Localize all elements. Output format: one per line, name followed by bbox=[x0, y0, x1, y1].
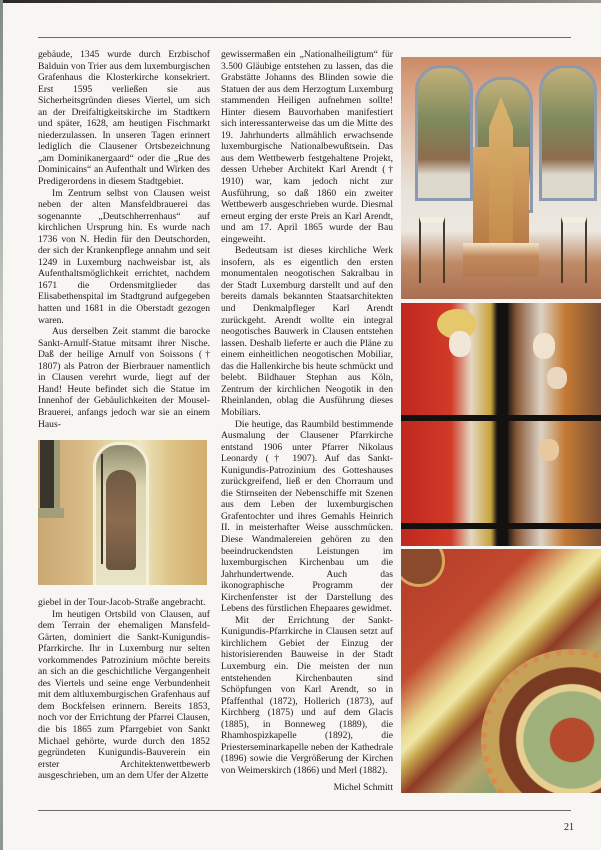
altar-spire bbox=[489, 97, 513, 247]
paragraph: gebäude, 1345 wurde durch Erzbischof Balduin von Trier aus dem luxemburgischen Grafenhaus die Klosterkirche konsekriert. Erst 1595 verließen sie aus Sicherheitsgründen dieses Viertel, um sich an der Dreifaltigkeitskirche im Stadtkern und später, 1628, am heutigen Fischmarkt niederzulassen. In unseren Tagen erinnert lediglich die Clausener Ortsbezeichnung „am Dominikanergaard“ oder die „Rue des Dominicains“ an Aufenthalt und Wirken des Predigerordens in diesem Stadtgebiet. bbox=[38, 49, 210, 188]
paragraph: Die heutige, das Raumbild bestimmende Ausmalung der Clausener Pfarrkirche entstand 1906 unter Pfarrer Nikolaus Leonardy († 1907). Auf das Sankt-Kunigundis-Patrozinium des Gotteshauses zurückgreifend, ließ er den Chorraum und die Stirnseiten der Nebenschiffe mit Szenen aus dem Leben der luxemburgischen Grafentochter und ihres Gemahls Heinrich II. in meisterhafter Weise ausschmücken. Diese Wandmalereien gehören zu den beeindruckendsten Leistungen im luxemburgischen Kirchenbau um die Jahrhundertwende. Auch das ikonographische Programm der Kirchenfenster ist der Darstellung des Lebens des fürstlichen Ehepaares gewidmet. bbox=[221, 418, 393, 615]
scan-top-edge bbox=[0, 0, 601, 3]
candelabrum bbox=[561, 217, 587, 283]
scan-left-edge bbox=[0, 0, 3, 850]
ledge-shape bbox=[38, 508, 64, 518]
window-shape bbox=[40, 440, 60, 518]
figure-face bbox=[533, 333, 555, 359]
child-face bbox=[539, 439, 559, 461]
paragraph: gewissermaßen ein „Nationalheiligtum“ für 3.500 Gläubige entstehen zu lassen, das die Grabstätte Johanns des Blinden sowie die Statuen der aus dem Herzogtum Luxemburg stammenden Heiligen aufnehmen sollte! Hinter diesem Bauvorhaben manifestiert sich interessanterweise das um die Mitte des 19. Jahrhunderts allmählich erwachsende luxemburgische Nationalbewußtsein. Das aus dem Wettbewerb festgehaltene Projekt, dessen Urheber Architekt Karl Arendt († 1910) war, kam jedoch nicht zur Ausführung, so daß 1860 ein zweiter Wettbewerb ausgeschrieben wurde. Diesmal erneut erging der erste Preis an Karl Arendt, und am 17. April 1865 wurde der Bau eingeweiht. bbox=[221, 49, 393, 245]
arnulf-statue-photo bbox=[38, 440, 207, 585]
header-rule bbox=[38, 37, 571, 38]
column-1-top bbox=[38, 49, 210, 430]
altar-table bbox=[463, 243, 539, 277]
paragraph: Im heutigen Ortsbild von Clausen, auf dem Terrain der ehemaligen Mansfeld-Gärten, dominiert die Sankt-Kunigundis-Pfarrkirche. Ihr in Luxemburg nur selten vorkommendes Patrozinium möchte bereits an sich an die geschichtliche Vergangenheit des Viertels und seine enge Verbundenheit mit dem altluxemburgischen Grafenhaus auf dem Bockfelsen erinnern. Bereits 1853, noch vor der Errichtung der Pfarrei Clausen, die bis 1865 zum Pfarrgebiet von Sankt Michael gehörte, wurde durch den 1852 gegründeten Kunigundis-Bauverein ein erster Architektenwettbewerb ausgeschrieben, um an dem Ufer der Alzette bbox=[38, 608, 210, 782]
tile-ornament bbox=[401, 549, 445, 587]
paragraph: Bedeutsam ist dieses kirchliche Werk insofern, als es eigentlich den ersten monumentalen neogotischen Sakralbau in der Stadt Luxemburg darstellt und auf den bereits damals bekannten Staatsarchitekten und Denkmalpfleger Karl Arendt zurückgeht. Arendt wollte ein integral neogotisches Bauwerk in Clausen entstehen lassen. Deshalb lieferte er auch die Pläne zu einem einheitlichen neogotischen Mobiliar, das die Hallenkirche bis heute schmückt und belebt. Bildhauer Stephan aus Köln, Zentrum der kirchlichen Neogotik in den Rheinlanden, oblag die Ausführung dieses Mobiliars. bbox=[221, 245, 393, 418]
paragraph: Im Zentrum selbst von Clausen weist neben der alten Mansfeldbrauerei das sogenannte „Deutschherrenhaus“ auf kirchlichen Ursprung hin. Es wurde nach 1736 von N. Hedin für den Deutschorden, der sich der Krankenpflege annahm und seit 1249 in Luxemburg nachweisbar ist, als Aufenthaltsmöglichkeit errichtet, nachdem 1671 die Ordensmitglieder das Elisabethenspital im Stadtgrund aufgegeben hatten und 1681 in die Oberstadt gezogen waren. bbox=[38, 187, 210, 326]
author-signature: Michel Schmitt bbox=[333, 782, 393, 794]
crozier-shape bbox=[101, 454, 103, 564]
footer-rule bbox=[38, 810, 571, 811]
paragraph: Aus derselben Zeit stammt die barocke Sankt-Arnulf-Statue mitsamt ihrer Nische. Daß der heilige Arnulf von Soissons († 1807) als Patron der Bierbrauer namentlich in Clausen verehrt wurde, liegt auf der Hand! Heute befindet sich die Statue im Innenhof der Gebäulichkeiten der Mousel-Brauerei, anfangs jedoch war sie an einem Haus- bbox=[38, 326, 210, 430]
figure-face bbox=[547, 367, 567, 389]
saint-face bbox=[449, 331, 471, 357]
column-2 bbox=[221, 49, 393, 794]
painted-arch bbox=[539, 65, 597, 201]
candelabrum bbox=[419, 217, 445, 283]
floor-tile-photo bbox=[401, 549, 601, 793]
paragraph: giebel in der Tour-Jacob-Straße angebracht. bbox=[38, 597, 206, 608]
column-1-bottom bbox=[38, 597, 210, 782]
altar-photo bbox=[401, 57, 601, 299]
painted-arch bbox=[415, 65, 473, 201]
tile-rosette bbox=[481, 649, 601, 793]
stained-glass-photo bbox=[401, 303, 601, 546]
paragraph: Mit der Errichtung der Sankt-Kunigundis-Pfarrkirche in Clausen setzt auf kirchlichem Gebiet der Einzug der historisierenden Bauweise in der Stadt Luxemburg ein. Die meisten der nun entstehenden Kirchenbauten sind Schöpfungen von Karl Arendt, so in Pfaffenthal (1872), Hollerich (1873), auf Kirchberg (1875) und auf dem Glacis (1885), in Bonneweg (1889), die Rhamhospizkapelle (1892), die Priesterseminarkapelle neben der Kathedrale (1896) sowie die Vergrößerung der Kirchen von Weimerskirch (1866) und Merl (1882). bbox=[221, 614, 393, 776]
page-number: 21 bbox=[564, 822, 574, 833]
statue-figure bbox=[106, 470, 136, 570]
